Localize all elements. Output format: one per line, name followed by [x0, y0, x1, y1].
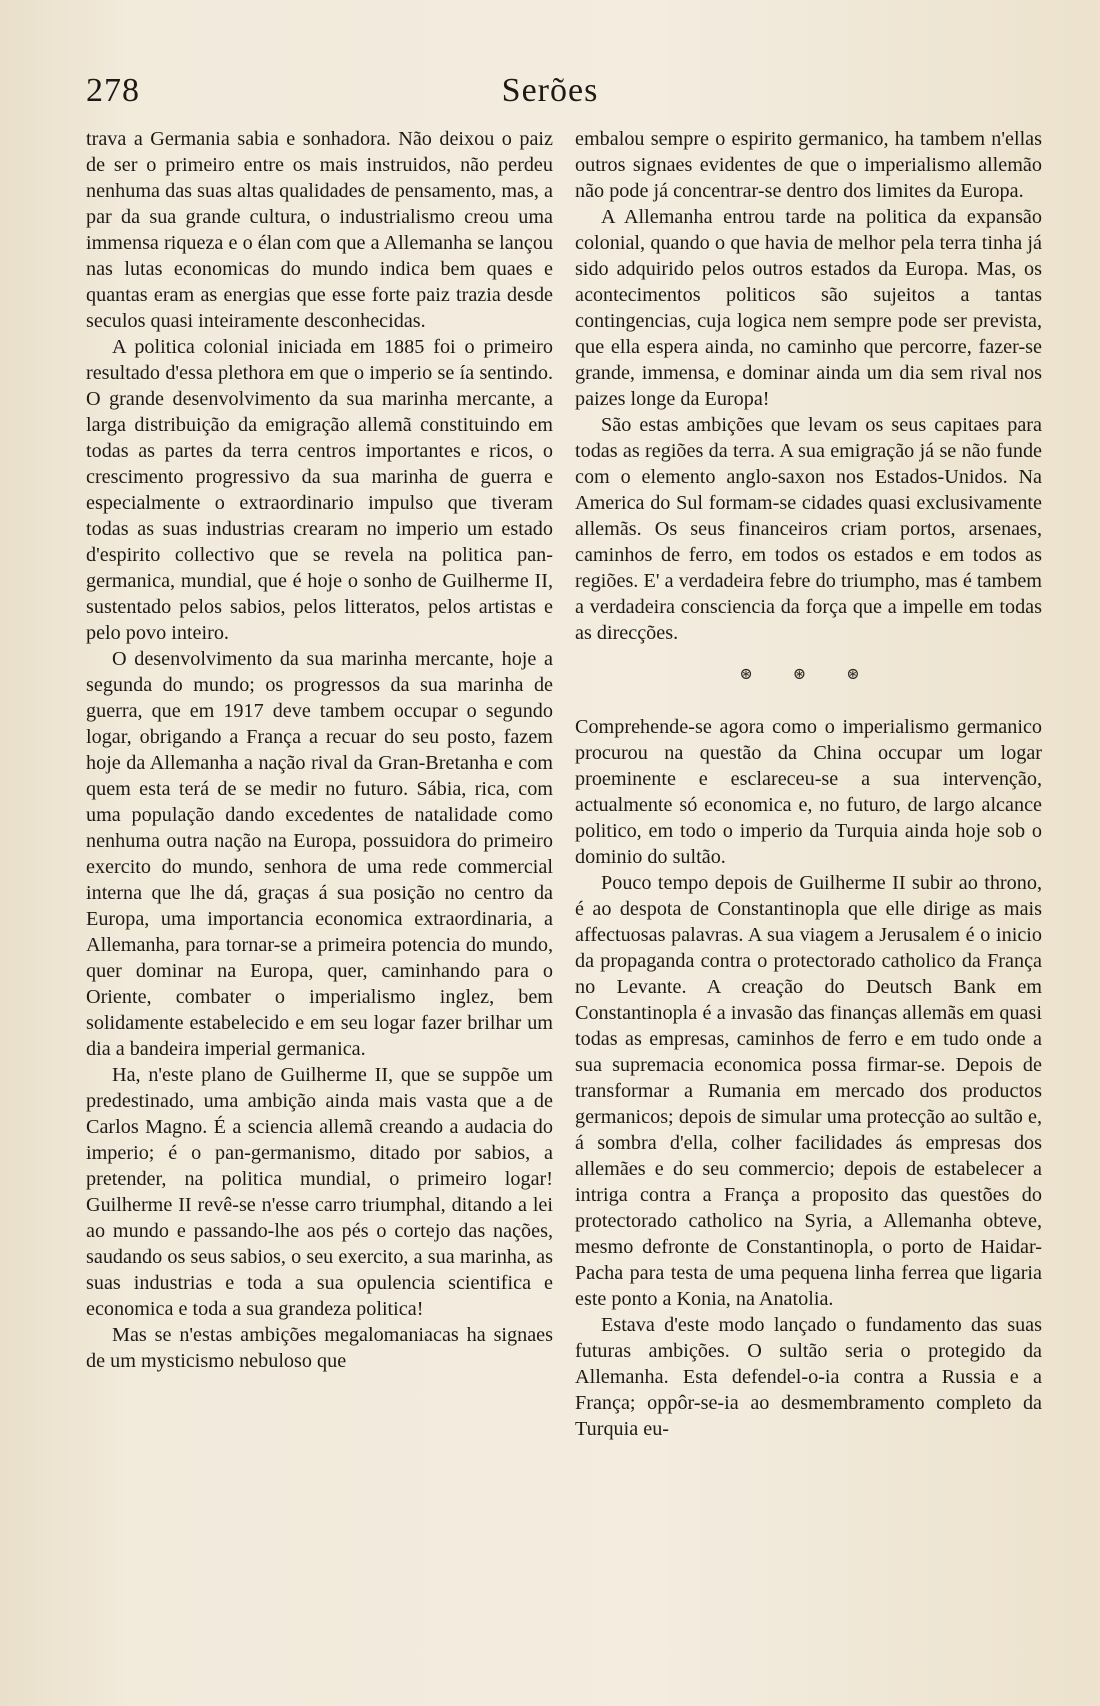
paragraph: A Allemanha entrou tarde na politica da expansão colonial, quando o que havia de melhor pela terra tinha já sido adquirido pelos outros estados da Europa. Mas, os acontecimentos politicos são sujeitos a tantas contingencias, cuja logica nem sempre pode ser prevista, que ella espera ainda, no caminho que percorre, fazer-se grande, immensa, e dominar ainda um dia sem rival nos paizes longe da Europa!: [575, 206, 1042, 410]
section-ornament: ⊛ ⊛ ⊛: [739, 666, 878, 683]
paragraph: embalou sempre o espirito germanico, ha tambem n'ellas outros signaes evidentes de que o imperialismo allemão não pode já concentrar-se dentro dos limites da Europa.: [575, 128, 1042, 202]
right-column: [575, 126, 1042, 1676]
paragraph: Ha, n'este plano de Guilherme II, que se suppõe um predestinado, uma ambição ainda mais vasta que a de Carlos Magno. É a sciencia allemã creando a audacia do imperio; é o pan-germanismo, ditado por sabios, a pretender, na politica mundial, o primeiro logar! Guilherme II revê-se n'esse carro triumphal, ditando a lei ao mundo e passando-lhe aos pés o cortejo das nações, saudando os seus sabios, o seu exercito, a sua marinha, as suas industrias e toda a sua opulencia scientifica e economica e toda a sua grandeza politica!: [86, 1064, 553, 1320]
running-title: Serões: [501, 72, 599, 109]
paragraph: Comprehende-se agora como o imperialismo germanico procurou na questão da China occupar um logar proeminente e esclareceu-se a sua intervenção, actualmente só economica e, no futuro, de largo alcance politico, em todo o imperio da Turquia ainda hoje sob o dominio do sultão.: [575, 716, 1042, 868]
paragraph: Pouco tempo depois de Guilherme II subir ao throno, é ao despota de Constantinopla que elle dirige as mais affectuosas palavras. A sua viagem a Jerusalem é o inicio da propaganda contra o protectorado catholico da França no Levante. A creação do Deutsch Bank em Constantinopla é a invasão das finanças allemãs em quasi todas as empresas, caminhos de ferro e em tudo onde a sua supremacia economica possa firmar-se. Depois de transformar a Rumania em mercado dos productos germanicos; depois de simular uma protecção ao sultão e, á sombra d'ella, colher facilidades ás empresas dos allemães e do seu commercio; depois de estabelecer a intriga contra a França a proposito das questões do protectorado catholico na Syria, a Allemanha obteve, mesmo defronte de Constantinopla, o porto de Haidar-Pacha para testa de uma pequena linha ferrea que ligaria este ponto a Konia, na Anatolia.: [575, 872, 1042, 1310]
paragraph: São estas ambições que levam os seus capitaes para todas as regiões da terra. A sua emigração já se não funde com o elemento anglo-saxon nos Estados-Unidos. Na America do Sul formam-se cidades quasi exclusivamente allemãs. Os seus financeiros criam portos, arsenaes, caminhos de ferro, em todos os estados e em todos as regiões. E' a verdadeira febre do triumpho, mas é tambem a verdadeira consciencia da força que a impelle em todas as direcções.: [575, 414, 1042, 644]
paragraph: O desenvolvimento da sua marinha mercante, hoje a segunda do mundo; os progressos da sua marinha de guerra, que em 1917 deve tambem occupar o segundo logar, obrigando a França a recuar do seu posto, fazem hoje da Allemanha a nação rival da Gran-Bretanha e com quem esta terá de se medir no futuro. Sábia, rica, com uma população dando excedentes de natalidade como nenhuma outra nação na Europa, possuidora do primeiro exercito do mundo, senhora de uma rede commercial interna que lhe dá, graças á sua posição no centro da Europa, uma importancia economica extraordinaria, a Allemanha, para tornar-se a primeira potencia do mundo, quer dominar na Europa, quer, caminhando para o Oriente, combater o imperialismo inglez, bem solidamente estabelecido e em seu logar fazer brilhar um dia a bandeira imperial germanica.: [86, 648, 553, 1060]
text-columns: [86, 126, 1042, 1676]
page-header: [86, 72, 1014, 120]
left-column: [86, 126, 553, 1676]
paragraph: Mas se n'estas ambições megalomaniacas ha signaes de um mysticismo nebuloso que: [86, 1324, 553, 1372]
page-number: 278: [86, 72, 140, 109]
paragraph: Estava d'este modo lançado o fundamento das suas futuras ambições. O sultão seria o protegido da Allemanha. Esta defendel-o-ia contra a Russia e a França; oppôr-se-ia ao desmembramento completo da Turquia eu-: [575, 1314, 1042, 1440]
paragraph: trava a Germania sabia e sonhadora. Não deixou o paiz de ser o primeiro entre os mais instruidos, não perdeu nenhuma das suas altas qualidades de pensamento, mas, a par da sua grande cultura, o industrialismo creou uma immensa riqueza e o élan com que a Allemanha se lançou nas lutas economicas do mundo indica bem quaes e quantas eram as energias que esse forte paiz trazia desde seculos quasi inteiramente desconhecidas.: [86, 128, 553, 332]
paragraph: A politica colonial iniciada em 1885 foi o primeiro resultado d'essa plethora em que o imperio se ía sentindo. O grande desenvolvimento da sua marinha mercante, a larga distribuição da emigração allemã constituindo em todas as partes da terra centros importantes e ricos, o crescimento progressivo da sua marinha de guerra e especialmente o extraordinario impulso que tiveram todas as suas industrias crearam no imperio um estado d'espirito collectivo que se revela na politica pan-germanica, mundial, que é hoje o sonho de Guilherme II, sustentado pelos sabios, pelos litteratos, pelos artistas e pelo povo inteiro.: [86, 336, 553, 644]
